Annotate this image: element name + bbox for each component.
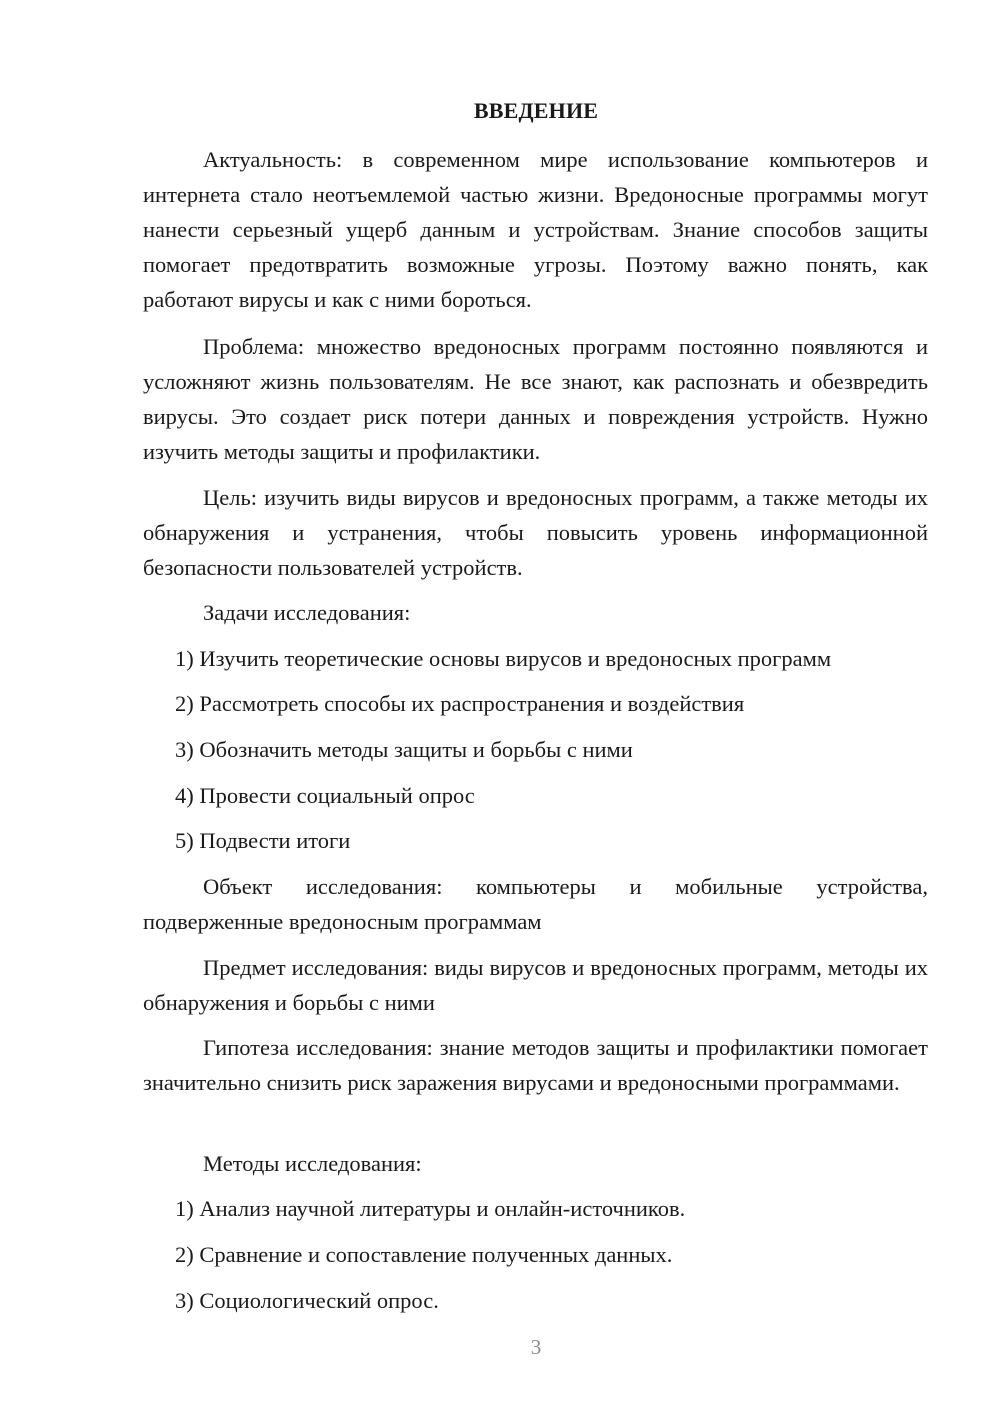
- task-item: 4) Провести социальный опрос: [175, 783, 475, 808]
- task-item: 3) Обозначить методы защиты и борьбы с ними: [175, 737, 633, 762]
- task-item: 1) Изучить теоретические основы вирусов и вредоносных программ: [175, 646, 832, 671]
- relevance-paragraph: Актуальность: в современном мире использование компьютеров и интернета стало неотъемлемой частью жизни. Вредоносные программы могут нанести серьезный ущерб данным и устройствам. Знание способов защиты помогает предотвратить возможные угрозы. Поэтому важно понять, как работают вирусы и как с ними бороться.: [143, 147, 928, 312]
- problem-paragraph: Проблема: множество вредоносных программ постоянно появляются и усложняют жизнь пользователям. Не все знают, как распознать и обезвредить вирусы. Это создает риск потери данных и повреждения устройств. Нужно изучить методы защиты и профилактики.: [143, 334, 928, 464]
- task-item: 2) Рассмотреть способы их распространения и воздействия: [175, 691, 745, 716]
- hypothesis-paragraph: Гипотеза исследования: знание методов защиты и профилактики помогает значительно снизить риск заражения вирусами и вредоносными программами.: [143, 1035, 928, 1095]
- page-title: ВВЕДЕНИЕ: [473, 98, 599, 123]
- methods-heading: Методы исследования:: [203, 1151, 422, 1176]
- method-item: 3) Социологический опрос.: [175, 1288, 439, 1313]
- task-item: 5) Подвести итоги: [175, 828, 351, 853]
- goal-paragraph: Цель: изучить виды вирусов и вредоносных программ, а также методы их обнаружения и устранения, чтобы повысить уровень информационной безопасности пользователей устройств.: [143, 485, 928, 580]
- subject-paragraph: Предмет исследования: виды вирусов и вредоносных программ, методы их обнаружения и борьбы с ними: [143, 955, 928, 1015]
- page-number: 3: [530, 1335, 542, 1359]
- tasks-heading: Задачи исследования:: [203, 600, 411, 625]
- method-item: 1) Анализ научной литературы и онлайн-источников.: [175, 1196, 686, 1221]
- object-paragraph: Объект исследования: компьютеры и мобильные устройства, подверженные вредоносным программам: [143, 874, 928, 934]
- method-item: 2) Сравнение и сопоставление полученных данных.: [175, 1242, 673, 1267]
